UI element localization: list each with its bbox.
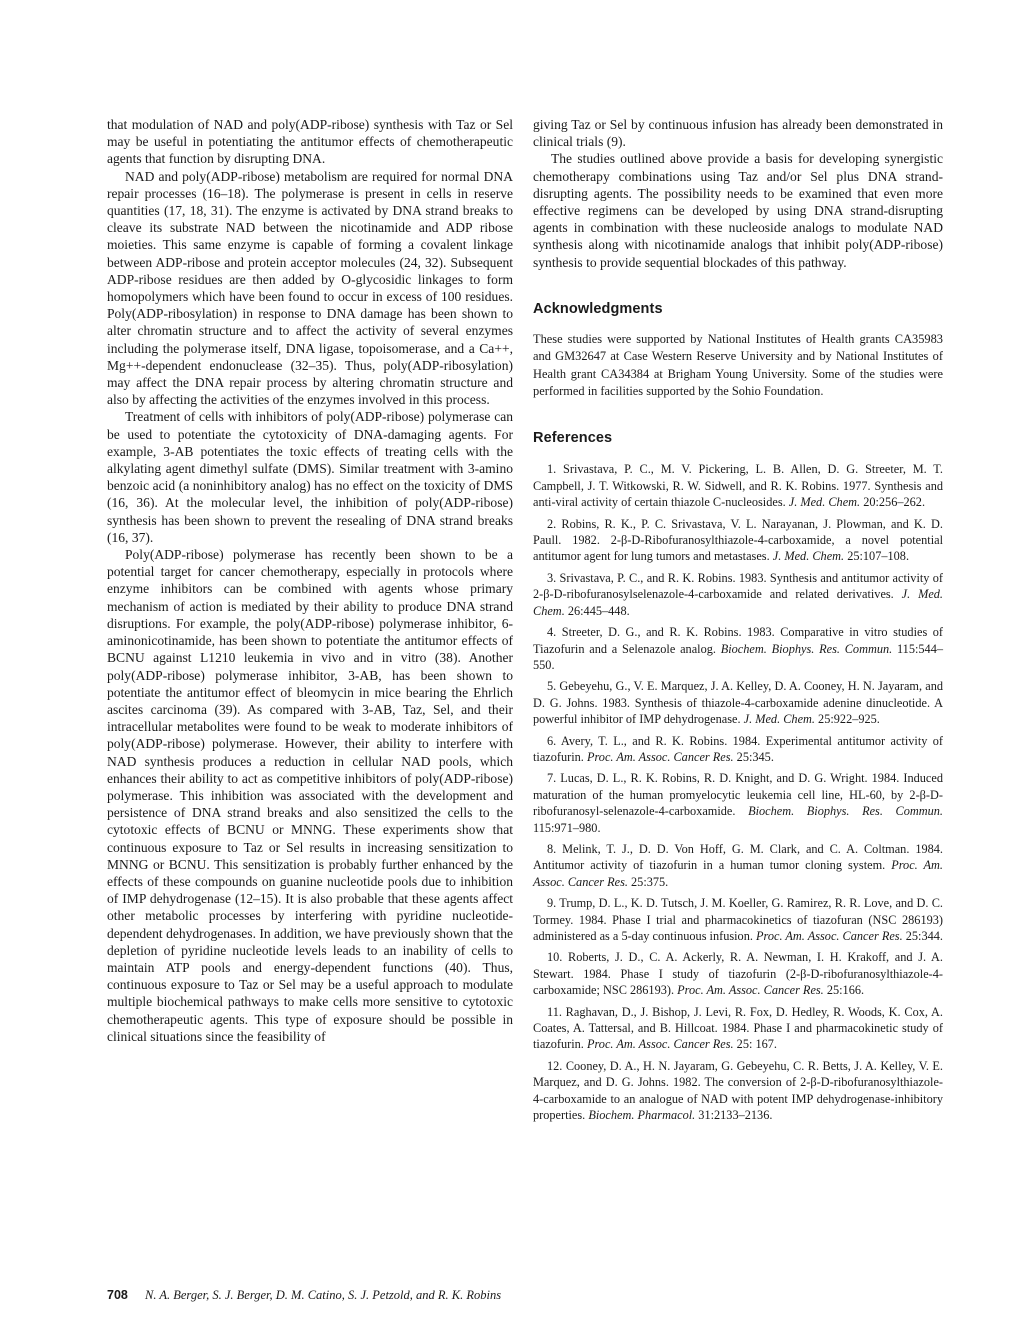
reference-journal: J. Med. Chem. [533,587,943,618]
reference-item [533,1004,943,1053]
reference-text: 5. Gebeyehu, G., V. E. Marquez, J. A. Kelley, D. A. Cooney, H. N. Jayaram, and D. G. Johns. 1983. Synthesis of thiazole-4-carboxamide adenine dinucleotide. A powerful inhibitor of IMP dehydrogenase. [533,679,943,727]
reference-item [533,516,943,565]
reference-journal: Proc. Am. Assoc. Cancer Res. [586,749,734,764]
footer-authors: N. A. Berger, S. J. Berger, D. M. Catino, S. J. Petzold, and R. K. Robins [144,1288,502,1302]
reference-text: 6. Avery, T. L., and R. K. Robins. 1984. Experimental antitumor activity of tiazofurin. [533,733,943,764]
reference-text: 1. Srivastava, P. C., M. V. Pickering, L. B. Allen, D. G. Streeter, M. T. Campbell, J. T. Witkowski, R. W. Sidwell, and R. K. Robins. 1977. Synthesis and anti-viral activity of certain thiazole C-nucleosides. [533,462,943,510]
reference-journal: Proc. Am. Assoc. Cancer Res. [586,1037,734,1052]
reference-item [533,841,943,890]
reference-journal: Biochem. Pharmacol. [588,1108,696,1123]
references-list [533,461,943,1123]
reference-text: 3. Srivastava, P. C., and R. K. Robins. 1983. Synthesis and antitumor activity of 2-β-D-ribofuranosylselenazole-4-carboxamide and related derivatives. [533,570,943,602]
reference-citation: 25:344. [902,929,943,944]
reference-citation: 25:922–925. [814,712,880,727]
reference-item [533,949,943,998]
reference-item [533,1058,943,1124]
page-number: 708 [107,1288,128,1302]
reference-journal: Proc. Am. Assoc. Cancer Res. [756,929,903,944]
left-column [107,116,513,1045]
reference-text: 12. Cooney, D. A., H. N. Jayaram, G. Gebeyehu, C. R. Betts, J. A. Kelley, V. E. Marquez, and D. G. Johns. 1982. The conversion of 2-β-D-ribofuranosylthiazole-4-carboxamide to an analogue of NAD with potent IMP dehydrogenase-inhibitory properties. [533,1058,943,1123]
acknowledgments-heading: Acknowledgments [533,300,663,317]
acknowledgments-section [533,331,943,401]
reference-citation: 26:445–448. [564,603,630,618]
page-footer [107,1288,501,1303]
reference-journal: J. Med. Chem. [743,712,815,727]
reference-text: 8. Melink, T. J., D. D. Von Hoff, G. M. Clark, and C. A. Coltman. 1984. Antitumor activity of tiazofurin in a human tumor cloning system. [533,841,943,873]
body-paragraph: Poly(ADP-ribose) polymerase has recently been shown to be a potential target for cancer chemotherapy, especially in protocols where enzyme inhibitors can be combined with agents whose primary mechanism of action is mediated by their ability to produce DNA strand disruptions. For example, the poly(ADP-ribose) polymerase inhibitor, 6-aminonicotinamide, has been shown to potentiate the antitumor effects of BCNU against L1210 leukemia in vivo and in vitro (38). Another poly(ADP-ribose) polymerase inhibitor, 3-AB, has been shown to potentiate the antitumor effect of bleomycin in mice bearing the Ehrlich ascites carcinoma (39). As compared with 3-AB, Taz, Sel, and their intracellular metabolites were found to be weak to moderate inhibitors of poly(ADP-ribose) polymerase. However, their ability to interfere with NAD synthesis produces a reduction in cellular NAD pools, which enhances their ability to act as competitive inhibitors of poly(ADP-ribose) polymerase. This inhibition was associated with the development and persistence of DNA strand breaks and also sensitized the cells to the cytotoxic effects of BCNU or MNNG. These experiments show that continuous exposure to Taz or Sel results in increasing sensitization to MNNG or BCNU. This sensitization is probably further enhanced by the effects of these compounds on guanine nucleotide pools due to inhibition of IMP dehydrogenase (12–15). It is also probable that these agents affect other metabolic processes by interfering with pyridine nucleotide-dependent dehydrogenases. In addition, we have previously shown that the depletion of pyridine nucleotide levels leads to an inability of cells to maintain ATP pools and energy-dependent functions (40). Thus, continuous exposure to Taz or Sel may be a useful approach to modulate multiple biochemical pathways to make cells more sensitive to cytotoxic chemotherapeutic agents. This type of exposure should be possible in clinical situations since the feasibility of [107,547,513,1044]
body-paragraph: The studies outlined above provide a basis for developing synergistic chemotherapy combinations using Taz and/or Sel plus DNA strand-disrupting agents. The possibility needs to be examined that even more effective regimens can be developed by using DNA strand-disrupting agents in combination with these nucleoside analogs to modulate NAD synthesis along with nicotinamide analogs that inhibit poly(ADP-ribose) synthesis to provide sequential blockades of this pathway. [533,151,943,270]
references-heading: References [533,430,613,447]
body-paragraph: Treatment of cells with inhibitors of poly(ADP-ribose) polymerase can be used to potentiate the cytotoxicity of DNA-damaging agents. For example, 3-AB potentiates the toxic effects of treating cells with the alkylating agent dimethyl sulfate (DMS). Similar treatment with 3-amino benzoic acid (a noninhibitory analog) has no effect on the toxicity of DMS (16, 36). At the molecular level, the inhibition of poly(ADP-ribose) synthesis has been shown to prevent the resealing of DNA strand breaks (16, 37). [107,409,513,545]
reference-item [533,895,943,944]
reference-item [533,570,943,619]
reference-text: 11. Raghavan, D., J. Bishop, J. Levi, R. Fox, D. Hedley, R. Woods, K. Cox, A. Coates, A. Tattersal, and B. Hillcoat. 1984. Phase I and pharmacokinetic study of tiazofurin. [533,1004,943,1052]
right-column [533,116,943,1128]
reference-text: 9. Trump, D. L., K. D. Tutsch, J. M. Koeller, G. Ramirez, R. R. Love, and D. C. Tormey. 1984. Phase I trial and pharmacokinetics of tiazofuran (NSC 286193) administered as a 5-day continuous infusion. [533,896,943,944]
reference-text: 2. Robins, R. K., P. C. Srivastava, V. L. Narayanan, J. Plowman, and K. D. Paull. 1982. 2-β-D-Ribofuranosylthiazole-4-carboxamide, a novel potential antitumor agent for lung tumors and metastases. [533,516,943,564]
reference-text: 7. Lucas, D. L., R. K. Robins, R. D. Knight, and D. G. Wright. 1984. Induced maturation of the human promyelocytic leukemia cell line, HL-60, by 2-β-D-ribofuranosyl-selenazole-4-carboxamide. [533,771,943,819]
reference-item [533,624,943,673]
reference-journal: J. Med. Chem. [788,495,861,510]
body-paragraph: that modulation of NAD and poly(ADP-ribose) synthesis with Taz or Sel may be useful in potentiating the antitumor effects of chemotherapeutic agents that function by disrupting DNA. [107,117,513,167]
acknowledgments-text: These studies were supported by National Institutes of Health grants CA35983 and GM32647 at Case Western Reserve University and by National Institutes of Health grant CA34384 at Brigham Young University. Some of the studies were performed in facilities supported by the Sohio Foundation. [533,331,943,399]
body-paragraph: giving Taz or Sel by continuous infusion has already been demonstrated in clinical trials (9). [533,117,943,150]
reference-citation: 20:256–262. [860,495,926,510]
reference-item [533,461,943,510]
reference-text: 4. Streeter, D. G., and R. K. Robins. 1983. Comparative in vitro studies of Tiazofurin and a Selenazole analog. [533,625,943,656]
reference-text: 10. Roberts, J. D., C. A. Ackerly, R. A. Newman, I. H. Krakoff, and J. A. Stewart. 1984. Phase I study of tiazofurin (2-β-D-ribofuranosylthiazole-4-carboxamide; NSC 286193). [533,950,943,998]
reference-item [533,678,943,727]
reference-item [533,770,943,836]
reference-citation: 115:544–550. [533,641,943,672]
reference-citation: 25:166. [823,983,865,998]
reference-item [533,733,943,766]
reference-citation: 31:2133–2136. [695,1108,773,1123]
reference-citation: 25:375. [627,874,669,889]
body-paragraph: NAD and poly(ADP-ribose) metabolism are required for normal DNA repair processes (16–18). The polymerase is present in cells in reserve quantities (17, 18, 31). The enzyme is activated by DNA strand breaks to cleave its substrate NAD between the nicotinamide and ADP ribose moieties. This same enzyme is capable of forming a covalent linkage between ADP-ribose and protein acceptor molecules (24, 32). Subsequent ADP-ribose residues are then added by O-glycosidic linkages to form homopolymers which have been found to occur in excess of 100 residues. Poly(ADP-ribosylation) in response to DNA damage has been shown to alter chromatin structure and to affect the activity of several enzymes including the polymerase itself, DNA ligase, topoisomerase, and a Ca++, Mg++-dependent endonuclease (32–35). Thus, poly(ADP-ribosylation) may affect the DNA repair process by altering chromatin structure and also by affecting the activities of the enzymes involved in this process. [107,168,513,408]
reference-journal: Proc. Am. Assoc. Cancer Res. [677,983,824,998]
reference-citation: 25:107–108. [844,549,910,564]
reference-citation: 115:971–980. [533,820,601,835]
reference-journal: Proc. Am. Assoc. Cancer Res. [533,858,943,889]
reference-journal: Biochem. Biophys. Res. Commun. [720,641,893,656]
reference-citation: 25:345. [733,749,774,764]
reference-journal: J. Med. Chem. [772,549,845,564]
reference-journal: Biochem. Biophys. Res. Commun. [748,804,943,819]
reference-citation: 25: 167. [733,1037,777,1052]
